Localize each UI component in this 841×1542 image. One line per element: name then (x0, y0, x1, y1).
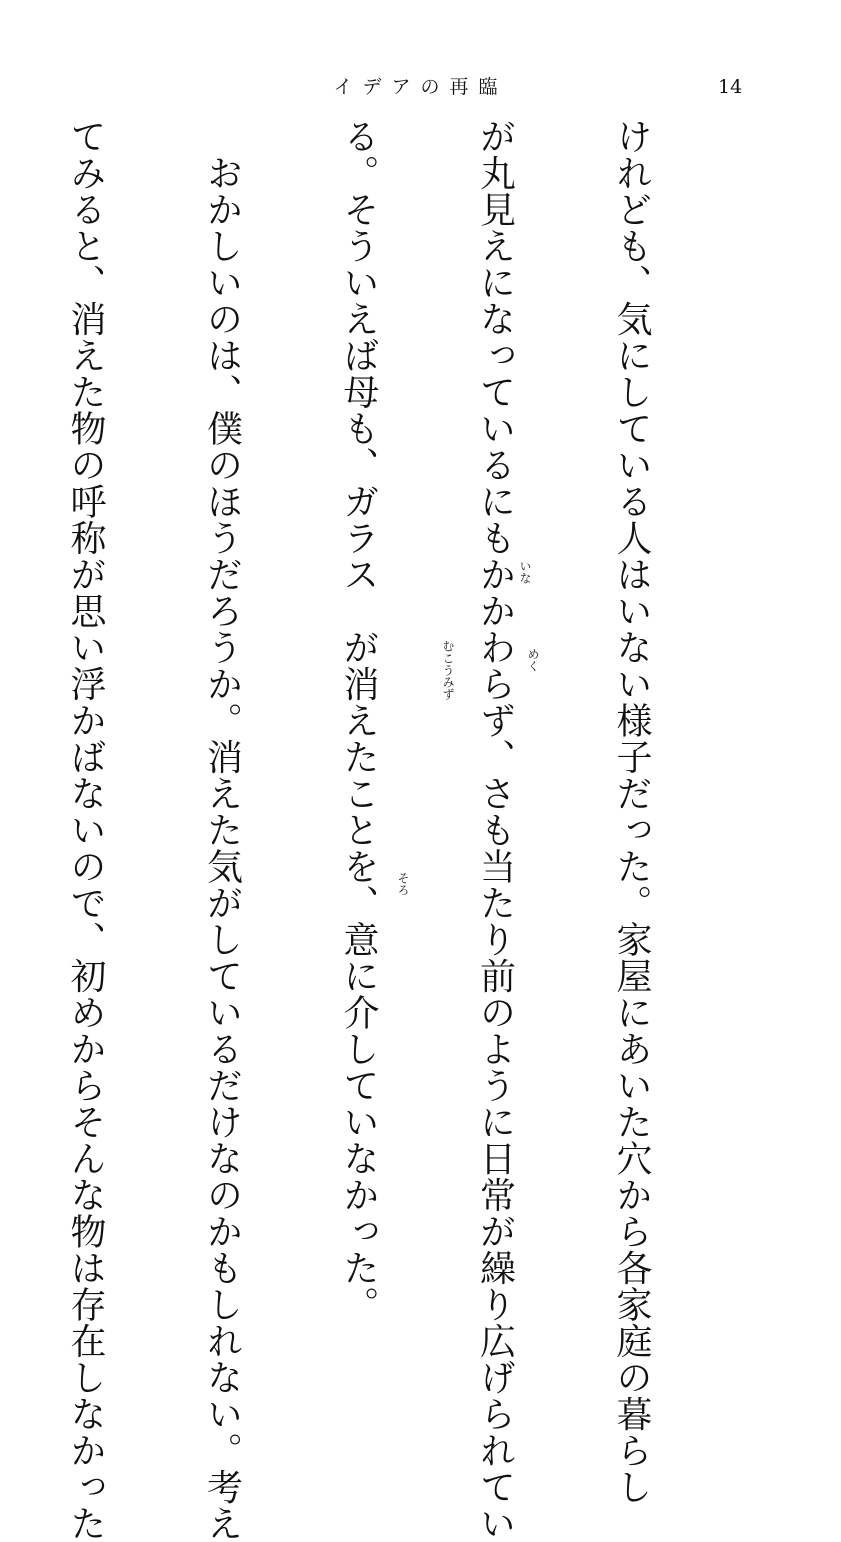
ruby-mekutte: めく (526, 648, 540, 672)
running-title: イデアの再臨 (333, 76, 508, 98)
ruby-mukoumizu: むこうみず (441, 640, 455, 700)
ruby-sorotte: そろ (396, 872, 410, 896)
novel-text-body (65, 118, 745, 1542)
page-number: 14 (718, 76, 743, 98)
text-column: る。そういえば母も、ガラス が消えたことを、意に介していなかった。 (338, 118, 379, 1323)
text-column: が丸見えになっているにもかかわらず、さも当たり前のように日常が繰り広げられてい (474, 118, 516, 1542)
text-column: おかしいのは、僕のほうだろうか。消えた気がしているだけなのかもしれない。考え (201, 118, 243, 1542)
text-column: てみると、消えた物の呼称が思い浮かばないので、初めからそんな物は存在しなかった (65, 118, 106, 1542)
text-column: けれども、気にしている人はいない様子だった。家屋にあいた穴から各家庭の暮らし (611, 118, 652, 1505)
ruby-ina: いな (518, 560, 532, 584)
